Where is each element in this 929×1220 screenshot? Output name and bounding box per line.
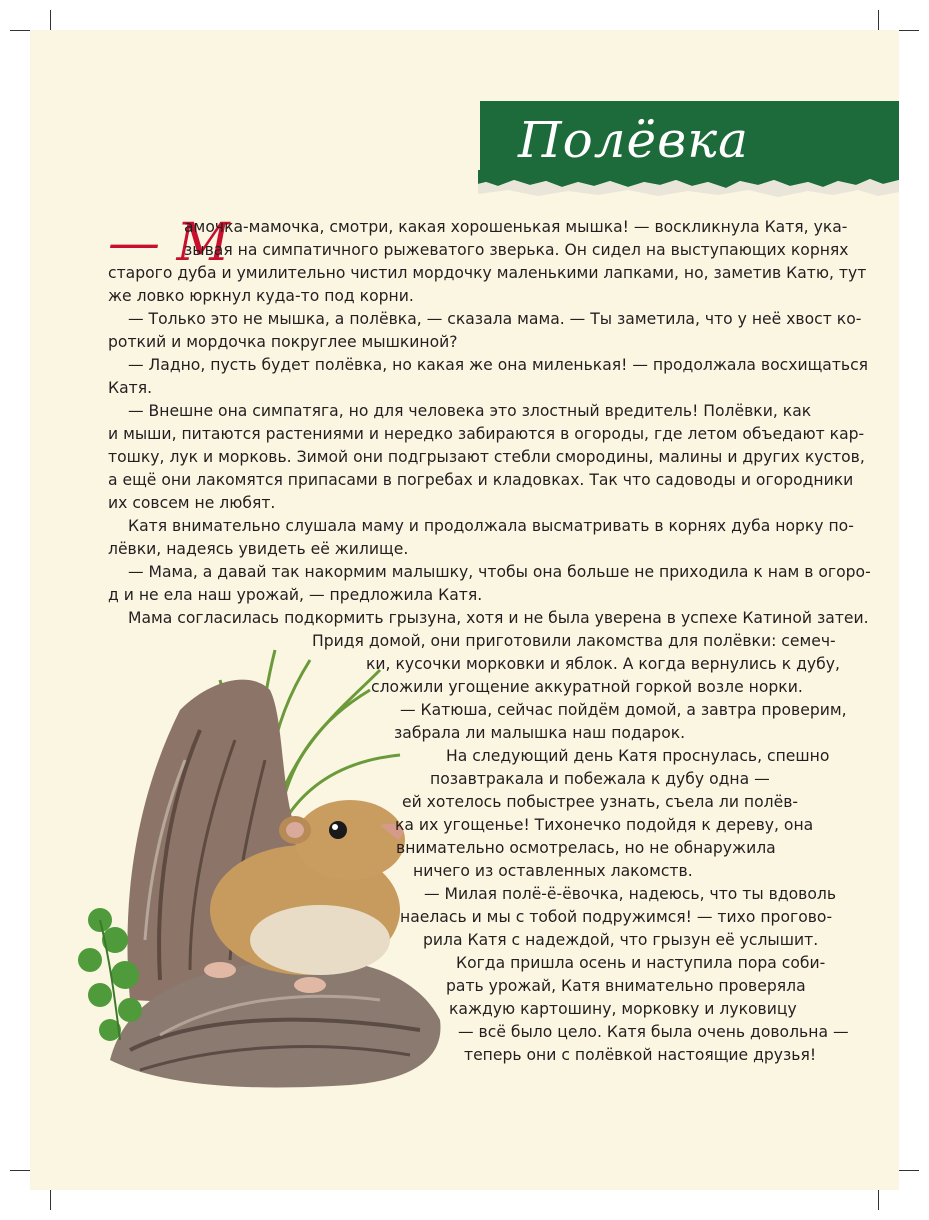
text-line: — Только это не мышка, а полёвка, — сказала мама. — Ты заметила, что у неё хвост ко- bbox=[128, 310, 862, 328]
text-line: Катя. bbox=[108, 379, 153, 397]
vole-on-tree-stump-illustration bbox=[70, 640, 450, 1110]
text-line: каждую картошину, морковку и луковицу bbox=[449, 1000, 797, 1018]
text-line: и мыши, питаются растениями и нередко забираются в огороды, где летом объедают кар- bbox=[108, 425, 865, 443]
text-line: же ловко юркнул куда-то под корни. bbox=[108, 287, 414, 305]
crop-mark bbox=[10, 30, 30, 31]
text-line: ей хотелось побыстрее узнать, съела ли полёв- bbox=[402, 793, 799, 811]
text-line: ничего из оставленных лакомств. bbox=[413, 862, 693, 880]
text-line: Когда пришла осень и наступила пора соби- bbox=[456, 954, 826, 972]
crop-mark bbox=[899, 30, 919, 31]
text-line: рила Катя с надеждой, что грызун её услышит. bbox=[423, 931, 819, 949]
text-line: — Внешне она симпатяга, но для человека это злостный вредитель! Полёвки, как bbox=[128, 402, 812, 420]
text-line: Мама согласилась подкормить грызуна, хотя и не была уверена в успехе Катиной затеи. bbox=[128, 609, 869, 627]
text-line: Катя внимательно слушала маму и продолжала высматривать в корнях дуба норку по- bbox=[128, 517, 854, 535]
crop-mark bbox=[899, 1170, 919, 1171]
text-line: роткий и мордочка покруглее мышкиной? bbox=[108, 333, 458, 351]
text-line: их совсем не любят. bbox=[108, 494, 276, 512]
text-line: — Катюша, сейчас пойдём домой, а завтра проверим, bbox=[400, 701, 847, 719]
crop-mark bbox=[10, 1170, 30, 1171]
text-line: — Ладно, пусть будет полёвка, но какая же она миленькая! — продолжала восхищаться bbox=[128, 356, 869, 374]
text-line: ка их угощенье! Тихонечко подойдя к дереву, она bbox=[395, 816, 814, 834]
text-line: а ещё они лакомятся припасами в погребах и кладовках. Так что садоводы и огородники bbox=[108, 471, 854, 489]
text-line: На следующий день Катя проснулась, спешно bbox=[446, 747, 830, 765]
text-line: лёвки, надеясь увидеть её жилище. bbox=[108, 540, 409, 558]
text-line: амочка-мамочка, смотри, какая хорошенькая мышка! — воскликнула Катя, ука- bbox=[184, 218, 848, 236]
text-line: тошку, лук и морковь. Зимой они подгрызают стебли смородины, малины и других кустов, bbox=[108, 448, 865, 466]
text-line: позавтракала и побежала к дубу одна — bbox=[430, 770, 770, 788]
crop-mark bbox=[878, 10, 879, 30]
crop-mark bbox=[50, 10, 51, 30]
text-line: старого дуба и умилительно чистил мордочку маленькими лапками, но, заметив Катю, тут bbox=[108, 264, 867, 282]
text-line: д и не ела наш урожай, — предложила Катя. bbox=[108, 586, 483, 604]
drop-cap: — М bbox=[108, 213, 230, 273]
text-line: сложили угощение аккуратной горкой возле норки. bbox=[371, 678, 803, 696]
text-line: — всё было цело. Катя была очень довольна — bbox=[458, 1023, 849, 1041]
text-line: зывая на симпатичного рыжеватого зверька. Он сидел на выступающих корнях bbox=[184, 241, 849, 259]
text-line: внимательно осмотрелась, но не обнаружила bbox=[396, 839, 776, 857]
crop-mark bbox=[878, 1190, 879, 1210]
crop-mark bbox=[50, 1190, 51, 1210]
text-line: теперь они с полёвкой настоящие друзья! bbox=[464, 1046, 817, 1064]
text-line: — Милая полё-ё-ёвочка, надеюсь, что ты вдоволь bbox=[424, 885, 837, 903]
text-line: наелась и мы с тобой подружимся! — тихо прогово- bbox=[400, 908, 833, 926]
text-line: ки, кусочки морковки и яблок. А когда вернулись к дубу, bbox=[366, 655, 840, 673]
text-line: рать урожай, Катя внимательно проверяла bbox=[446, 977, 806, 995]
text-line: Придя домой, они приготовили лакомства для полёвки: семеч- bbox=[312, 632, 836, 650]
text-line: забрала ли малышка наш подарок. bbox=[394, 724, 686, 742]
page-title: Полёвка bbox=[518, 111, 749, 169]
text-line: — Мама, а давай так накормим малышку, чтобы она больше не приходила к нам в огоро- bbox=[128, 563, 871, 581]
